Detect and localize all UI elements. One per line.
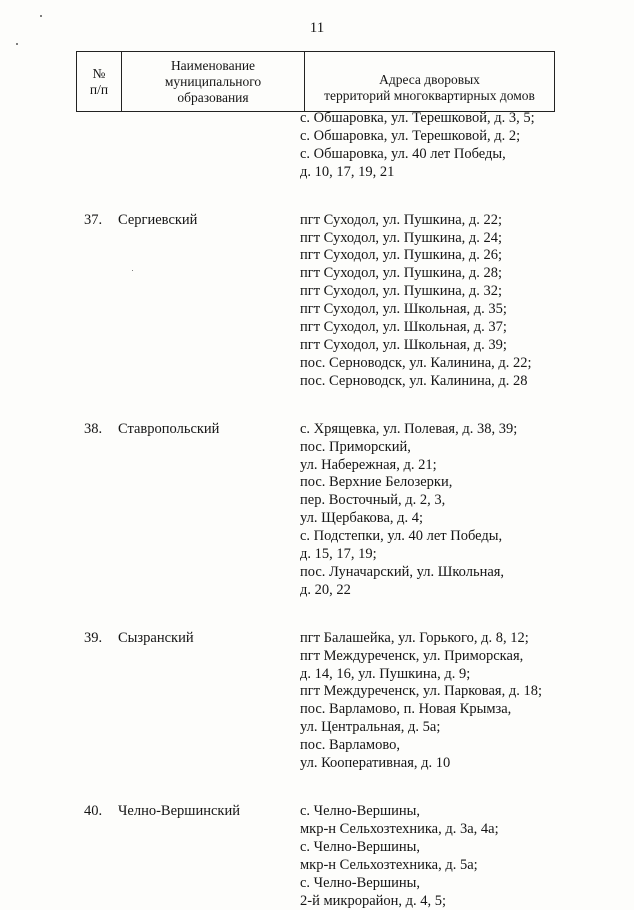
address-line: д. 15, 17, 19; — [300, 546, 377, 563]
address-line: с. Обшаровка, ул. Терешковой, д. 2; — [300, 127, 521, 144]
address-line: 2-й микрорайон, д. 4, 5; — [300, 892, 447, 909]
address-line: д. 10, 17, 19, 21 — [300, 163, 395, 180]
municipality-name: Сызранский — [118, 629, 194, 646]
address-line: пгт Суходол, ул. Школьная, д. 35; — [300, 301, 507, 318]
header-number-column — [77, 52, 122, 112]
header-name-label: Наименование муниципального образования — [164, 57, 262, 105]
address-line: пгт Суходол, ул. Пушкина, д. 22; — [300, 211, 503, 228]
address-line: с. Подстепки, ул. 40 лет Победы, — [300, 528, 503, 545]
address-line: пгт Суходол, ул. Пушкина, д. 32; — [300, 283, 503, 300]
table-row — [0, 212, 634, 391]
address-list — [300, 803, 634, 910]
address-line: ул. Щербакова, д. 4; — [300, 510, 424, 527]
scan-speck — [16, 43, 18, 45]
address-line: с. Хрящевка, ул. Полевая, д. 38, 39; — [300, 420, 518, 437]
table-body — [0, 110, 634, 910]
address-line: ул. Центральная, д. 5а; — [300, 719, 441, 736]
address-line: с. Челно-Вершины, — [300, 838, 421, 855]
municipality-name: Сергиевский — [118, 211, 198, 228]
address-line: д. 20, 22 — [300, 581, 351, 598]
address-line: пгт Суходол, ул. Школьная, д. 37; — [300, 319, 507, 336]
address-line: пгт Междуреченск, ул. Приморская, — [300, 647, 524, 664]
address-list — [300, 630, 634, 773]
address-line: пгт Суходол, ул. Пушкина, д. 28; — [300, 265, 503, 282]
address-line: с. Челно-Вершины, — [300, 803, 421, 819]
address-line: пос. Серноводск, ул. Калинина, д. 22; — [300, 354, 532, 371]
address-line: пос. Луначарский, ул. Школьная, — [300, 563, 505, 580]
address-line: с. Обшаровка, ул. Терешковой, д. 3, 5; — [300, 110, 535, 126]
address-line: мкр-н Сельхозтехника, д. 5а; — [300, 856, 478, 873]
address-line: пос. Приморский, — [300, 438, 411, 455]
address-line: ул. Кооперативная, д. 10 — [300, 755, 451, 772]
address-list — [300, 421, 634, 600]
page-number: 11 — [309, 20, 325, 36]
address-line: пгт Суходол, ул. Пушкина, д. 24; — [300, 229, 503, 246]
header-name-column — [122, 52, 305, 112]
address-line: пгт Балашейка, ул. Горького, д. 8, 12; — [300, 629, 529, 646]
municipality-name: Челно-Вершинский — [118, 803, 240, 819]
address-line: пер. Восточный, д. 2, 3, — [300, 492, 446, 509]
municipality-name: Ставропольский — [118, 420, 220, 437]
table-header — [76, 51, 555, 112]
address-line: пос. Варламово, п. Новая Крымза, — [300, 701, 512, 718]
address-line: пос. Варламово, — [300, 737, 400, 754]
row-number: 37. — [84, 211, 103, 228]
address-line: пгт Суходол, ул. Школьная, д. 39; — [300, 336, 507, 353]
scan-speck — [40, 15, 42, 17]
table-row — [0, 421, 634, 600]
row-number: 39. — [84, 629, 103, 646]
header-addresses-label: Адреса дворовых территорий многоквартирных домов — [324, 71, 535, 103]
table-row — [0, 630, 634, 773]
row-number: 40. — [84, 803, 103, 819]
address-line: пгт Суходол, ул. Пушкина, д. 26; — [300, 247, 503, 264]
address-line: пос. Верхние Белозерки, — [300, 474, 453, 491]
address-list — [300, 110, 634, 182]
address-line: мкр-н Сельхозтехника, д. 3а, 4а; — [300, 820, 499, 837]
table-row — [0, 110, 634, 182]
header-addresses-column — [305, 52, 555, 112]
address-line: пос. Серноводск, ул. Калинина, д. 28 — [300, 372, 528, 389]
row-number: 38. — [84, 420, 103, 437]
address-line: с. Обшаровка, ул. 40 лет Победы, — [300, 145, 506, 162]
address-line: с. Челно-Вершины, — [300, 874, 421, 891]
scan-speck — [132, 270, 133, 271]
address-line: ул. Набережная, д. 21; — [300, 456, 437, 473]
header-number-label: № п/п — [89, 65, 109, 97]
table-row — [0, 803, 634, 910]
address-line: пгт Междуреченск, ул. Парковая, д. 18; — [300, 683, 542, 700]
address-line: д. 14, 16, ул. Пушкина, д. 9; — [300, 665, 471, 682]
address-list — [300, 212, 634, 391]
